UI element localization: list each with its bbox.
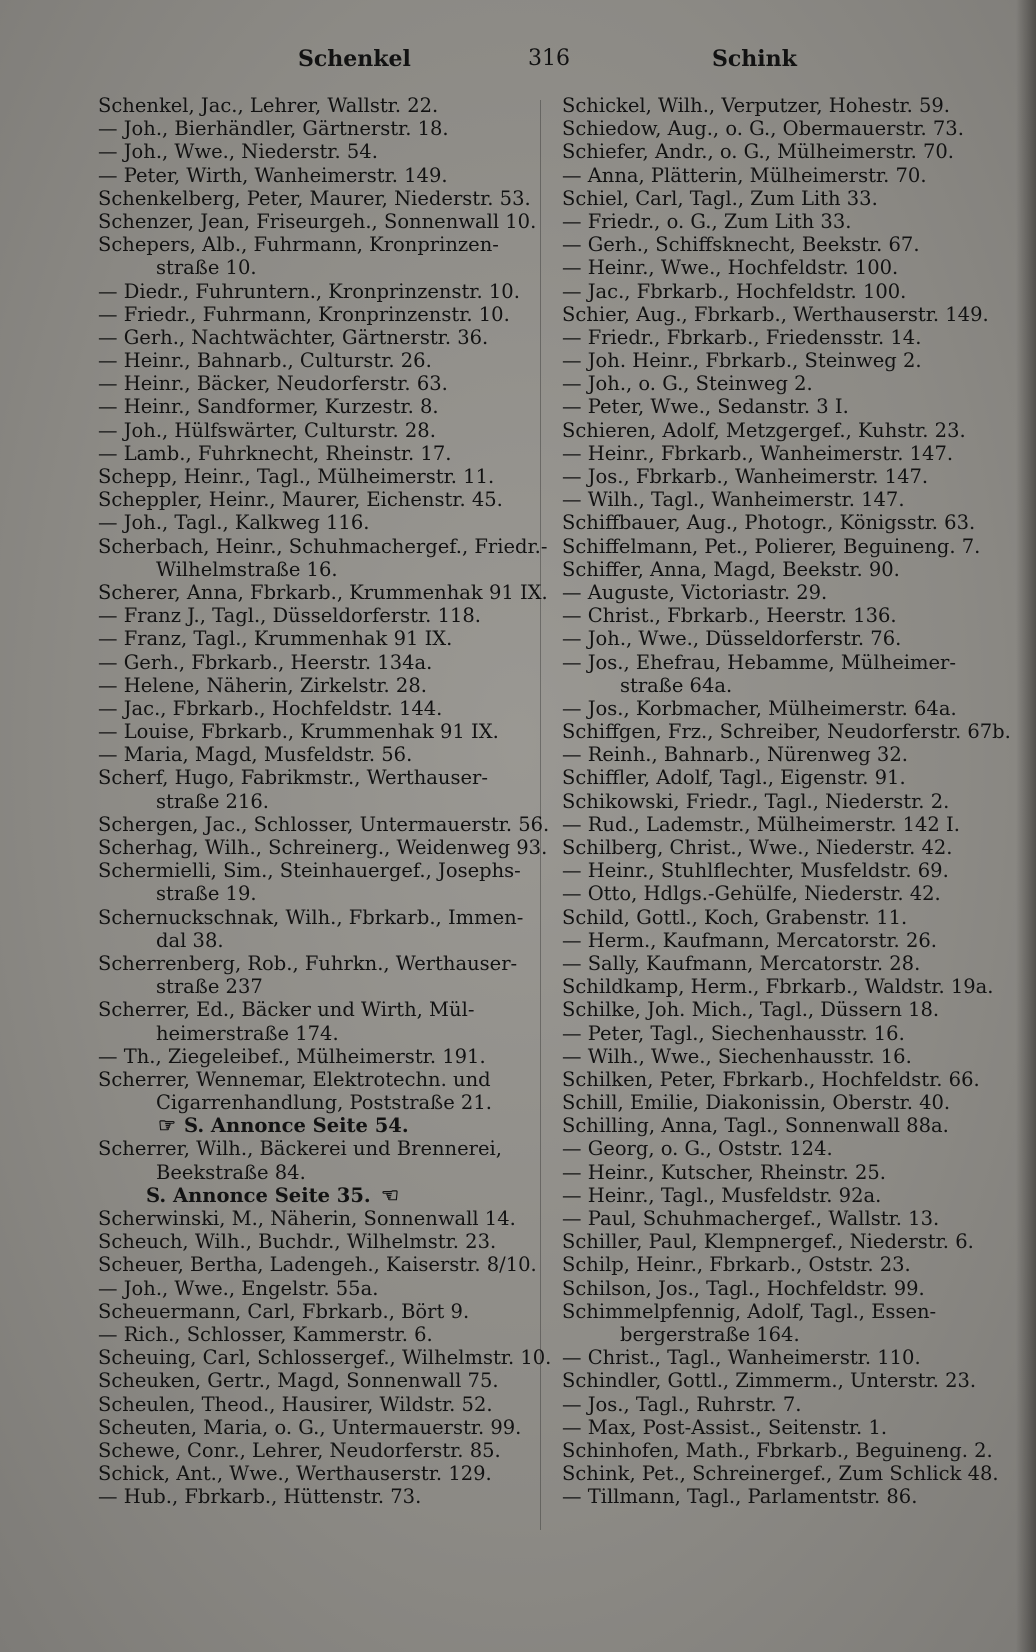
directory-entry: — Jos., Tagl., Ruhrstr. 7.	[562, 1392, 802, 1416]
directory-entry: — Max, Post-Assist., Seitenstr. 1.	[562, 1415, 888, 1439]
directory-entry: — Franz, Tagl., Krummenhak 91 IX.	[98, 627, 453, 651]
entry-continuation: bergerstraße 164.	[620, 1322, 800, 1346]
directory-entry: — Jac., Fbrkarb., Hochfeldstr. 144.	[98, 696, 443, 720]
directory-entry: Scheuermann, Carl, Fbrkarb., Bört 9.	[98, 1299, 470, 1323]
directory-entry: Schenkelberg, Peter, Maurer, Niederstr. 53.	[98, 186, 531, 210]
entry-continuation: heimerstraße 174.	[156, 1021, 339, 1045]
directory-entry: Scherrenberg, Rob., Fuhrkn., Werthauser-	[98, 951, 518, 975]
directory-entry: — Gerh., Schiffsknecht, Beekstr. 67.	[562, 233, 920, 257]
directory-entry: Schiffelmann, Pet., Polierer, Beguineng. 7.	[562, 534, 981, 558]
directory-entry: — Christ., Fbrkarb., Heerstr. 136.	[562, 604, 897, 628]
directory-entry: — Joh., Bierhändler, Gärtnerstr. 18.	[98, 117, 449, 141]
directory-entry: — Georg, o. G., Oststr. 124.	[562, 1137, 833, 1161]
directory-entry: — Heinr., Bahnarb., Culturstr. 26.	[98, 349, 432, 373]
directory-entry: Schenzer, Jean, Friseurgeh., Sonnenwall 10.	[98, 209, 537, 233]
directory-entry: — Heinr., Wwe., Hochfeldstr. 100.	[562, 256, 899, 280]
directory-entry: — Th., Ziegeleibef., Mülheimerstr. 191.	[98, 1044, 486, 1068]
entry-continuation: straße 237	[156, 975, 263, 999]
directory-entry: Schilling, Anna, Tagl., Sonnenwall 88a.	[562, 1114, 949, 1138]
entry-continuation: dal 38.	[156, 928, 224, 952]
directory-entry: — Louise, Fbrkarb., Krummenhak 91 IX.	[98, 720, 499, 744]
directory-entry: — Anna, Plätterin, Mülheimerstr. 70.	[562, 163, 927, 187]
directory-entry: — Joh., o. G., Steinweg 2.	[562, 372, 813, 396]
directory-entry: Schimmelpfennig, Adolf, Tagl., Essen-	[562, 1299, 937, 1323]
directory-entry: — Auguste, Victoriastr. 29.	[562, 580, 828, 604]
directory-entry: Schiedow, Aug., o. G., Obermauerstr. 73.	[562, 117, 964, 141]
directory-entry: — Joh., Wwe., Engelstr. 55a.	[98, 1276, 379, 1300]
directory-entry: Schick, Ant., Wwe., Werthauserstr. 129.	[98, 1462, 492, 1486]
directory-entry: Schikowski, Friedr., Tagl., Niederstr. 2.	[562, 789, 950, 813]
directory-entry: Schergen, Jac., Schlosser, Untermauerstr. 56.	[98, 812, 550, 836]
pointing-hand-icon: ☞	[380, 1182, 399, 1207]
directory-entry: Schepp, Heinr., Tagl., Mülheimerstr. 11.	[98, 465, 495, 488]
directory-entry: — Wilh., Wwe., Siechenhausstr. 16.	[562, 1044, 912, 1068]
directory-entry: Schindler, Gottl., Zimmerm., Unterstr. 23.	[562, 1369, 977, 1393]
entry-continuation: Beekstraße 84.	[156, 1160, 306, 1184]
directory-entry: — Jos., Fbrkarb., Wanheimerstr. 147.	[562, 465, 929, 488]
directory-entry: — Hub., Fbrkarb., Hüttenstr. 73.	[98, 1485, 422, 1509]
directory-entry: Scheuten, Maria, o. G., Untermauerstr. 99.	[98, 1415, 522, 1439]
directory-entry: Scherrer, Ed., Bäcker und Wirth, Mül-	[98, 998, 475, 1022]
directory-entry: Schiffbauer, Aug., Photogr., Königsstr. 63.	[562, 511, 976, 535]
directory-entry: — Jos., Ehefrau, Hebamme, Mülheimer-	[562, 650, 956, 674]
directory-entry: — Heinr., Tagl., Musfeldstr. 92a.	[562, 1183, 882, 1207]
directory-entry: Schiel, Carl, Tagl., Zum Lith 33.	[562, 186, 878, 210]
directory-entry: — Peter, Tagl., Siechenhausstr. 16.	[562, 1021, 905, 1045]
directory-entry: Schiffer, Anna, Magd, Beekstr. 90.	[562, 557, 900, 581]
directory-entry: — Herm., Kaufmann, Mercatorstr. 26.	[562, 928, 937, 952]
directory-entry: Schill, Emilie, Diakonissin, Oberstr. 40.	[562, 1091, 951, 1115]
directory-entry: Schiller, Paul, Klempnergef., Niederstr. 6.	[562, 1230, 974, 1254]
directory-entry: Scherbach, Heinr., Schuhmachergef., Friedr.-	[98, 534, 548, 558]
right-column	[562, 94, 1011, 1509]
annonce-text: S. Annonce Seite 54.	[183, 1114, 409, 1138]
directory-entry: Scheuer, Bertha, Ladengeh., Kaiserstr. 8/10.	[98, 1253, 537, 1277]
directory-entry: Schilberg, Christ., Wwe., Niederstr. 42.	[562, 836, 953, 859]
directory-entry: — Heinr., Stuhlflechter, Musfeldstr. 69.	[562, 859, 949, 883]
directory-entry: Schepers, Alb., Fuhrmann, Kronprinzen-	[98, 233, 499, 257]
directory-entry: Schilson, Jos., Tagl., Hochfeldstr. 99.	[562, 1276, 925, 1300]
page-header	[0, 46, 1036, 80]
directory-entry: Schink, Pet., Schreinergef., Zum Schlick 48.	[562, 1462, 999, 1486]
directory-entry: Schieren, Adolf, Metzgergef., Kuhstr. 23.	[562, 418, 966, 442]
directory-entry: Scheuch, Wilh., Buchdr., Wilhelmstr. 23.	[98, 1230, 497, 1254]
directory-entry: Schinhofen, Math., Fbrkarb., Beguineng. 2.	[562, 1438, 993, 1462]
directory-entry: — Rich., Schlosser, Kammerstr. 6.	[98, 1322, 433, 1346]
directory-entry: — Lamb., Fuhrknecht, Rheinstr. 17.	[98, 441, 452, 465]
directory-entry: — Wilh., Tagl., Wanheimerstr. 147.	[562, 488, 905, 512]
entry-continuation: straße 216.	[156, 789, 269, 813]
directory-entry: Scherf, Hugo, Fabrikmstr., Werthauser-	[98, 766, 488, 790]
directory-entry: Scheuken, Gertr., Magd, Sonnenwall 75.	[98, 1369, 499, 1393]
directory-entry: — Gerh., Nachtwächter, Gärtnerstr. 36.	[98, 325, 489, 349]
directory-entry: Schickel, Wilh., Verputzer, Hohestr. 59.	[562, 94, 951, 117]
directory-entry: Scherer, Anna, Fbrkarb., Krummenhak 91 IX.	[98, 580, 548, 604]
directory-entry: Scherrer, Wilh., Bäckerei und Brennerei,	[98, 1137, 502, 1161]
directory-entry: Schildkamp, Herm., Fbrkarb., Waldstr. 19a.	[562, 975, 994, 999]
directory-entry: — Diedr., Fuhruntern., Kronprinzenstr. 10.	[98, 279, 520, 303]
page-number: 316	[528, 46, 570, 71]
directory-entry: Schenkel, Jac., Lehrer, Wallstr. 22.	[98, 94, 439, 117]
directory-entry: — Peter, Wirth, Wanheimerstr. 149.	[98, 163, 448, 187]
directory-entry: — Gerh., Fbrkarb., Heerstr. 134a.	[98, 650, 433, 674]
directory-entry: Schier, Aug., Fbrkarb., Werthauserstr. 149.	[562, 302, 989, 326]
directory-entry: — Jos., Korbmacher, Mülheimerstr. 64a.	[562, 696, 957, 720]
entry-continuation: Cigarrenhandlung, Poststraße 21.	[156, 1091, 492, 1115]
annonce-reference	[98, 1184, 528, 1207]
annonce-text: S. Annonce Seite 35.	[146, 1183, 371, 1207]
directory-entry: — Sally, Kaufmann, Mercatorstr. 28.	[562, 951, 921, 975]
directory-entry: — Helene, Näherin, Zirkelstr. 28.	[98, 673, 427, 697]
directory-entry: — Heinr., Bäcker, Neudorferstr. 63.	[98, 372, 448, 396]
directory-entry: — Heinr., Sandformer, Kurzestr. 8.	[98, 395, 439, 419]
directory-entry: Scheppler, Heinr., Maurer, Eichenstr. 45.	[98, 488, 503, 512]
directory-entry: — Joh., Hülfswärter, Culturstr. 28.	[98, 418, 436, 442]
pointing-hand-icon: ☞	[158, 1113, 176, 1138]
directory-entry: Schiffgen, Frz., Schreiber, Neudorferstr. 67b.	[562, 720, 1011, 744]
directory-entry: Scherrer, Wennemar, Elektrotechn. und	[98, 1067, 491, 1091]
directory-entry: Schermielli, Sim., Steinhauergef., Josephs-	[98, 859, 521, 883]
entry-continuation: straße 10.	[156, 256, 257, 280]
directory-entry: Schiefer, Andr., o. G., Mülheimerstr. 70.	[562, 140, 954, 164]
entry-continuation: straße 19.	[156, 882, 257, 906]
directory-entry: — Jac., Fbrkarb., Hochfeldstr. 100.	[562, 279, 907, 303]
left-column	[98, 94, 552, 1509]
entry-continuation: Wilhelmstraße 16.	[156, 557, 338, 581]
page-edge-shadow	[1016, 0, 1036, 1652]
directory-entry: Schilke, Joh. Mich., Tagl., Düssern 18.	[562, 998, 940, 1022]
entry-continuation: straße 64a.	[620, 673, 733, 697]
directory-entry: — Joh., Wwe., Düsseldorferstr. 76.	[562, 627, 902, 651]
directory-entry: — Heinr., Kutscher, Rheinstr. 25.	[562, 1160, 886, 1184]
directory-entry: — Otto, Hdlgs.-Gehülfe, Niederstr. 42.	[562, 882, 941, 906]
directory-entry: — Joh. Heinr., Fbrkarb., Steinweg 2.	[562, 349, 922, 373]
directory-entry: Schilken, Peter, Fbrkarb., Hochfeldstr. 66.	[562, 1067, 980, 1091]
directory-entry: Schild, Gottl., Koch, Grabenstr. 11.	[562, 905, 908, 929]
directory-entry: Schilp, Heinr., Fbrkarb., Oststr. 23.	[562, 1253, 911, 1277]
directory-entry: — Tillmann, Tagl., Parlamentstr. 86.	[562, 1485, 918, 1509]
directory-entry: Scheulen, Theod., Hausirer, Wildstr. 52.	[98, 1392, 493, 1416]
directory-entry: — Joh., Wwe., Niederstr. 54.	[98, 140, 378, 164]
directory-entry: Scherhag, Wilh., Schreinerg., Weidenweg 93.	[98, 836, 548, 859]
directory-entry: — Friedr., Fbrkarb., Friedensstr. 14.	[562, 325, 922, 349]
header-left-keyword: Schenkel	[298, 46, 411, 72]
directory-entry: — Maria, Magd, Musfeldstr. 56.	[98, 743, 413, 767]
directory-entry: — Friedr., Fuhrmann, Kronprinzenstr. 10.	[98, 302, 510, 326]
directory-entry: — Heinr., Fbrkarb., Wanheimerstr. 147.	[562, 441, 954, 465]
directory-entry: — Friedr., o. G., Zum Lith 33.	[562, 209, 852, 233]
directory-entry: Schernuckschnak, Wilh., Fbrkarb., Immen-	[98, 905, 524, 929]
directory-entry: — Joh., Tagl., Kalkweg 116.	[98, 511, 370, 535]
directory-entry: — Peter, Wwe., Sedanstr. 3 I.	[562, 395, 849, 419]
header-right-keyword: Schink	[712, 46, 797, 72]
directory-entry: — Reinh., Bahnarb., Nürenweg 32.	[562, 743, 908, 767]
directory-entry: — Rud., Lademstr., Mülheimerstr. 142 I.	[562, 812, 960, 836]
directory-entry: — Christ., Tagl., Wanheimerstr. 110.	[562, 1346, 921, 1370]
directory-entry: Scherwinski, M., Näherin, Sonnenwall 14.	[98, 1207, 516, 1230]
directory-entry: — Franz J., Tagl., Düsseldorferstr. 118.	[98, 604, 481, 628]
directory-entry: — Paul, Schuhmachergef., Wallstr. 13.	[562, 1207, 940, 1230]
directory-entry: Scheuing, Carl, Schlossergef., Wilhelmstr. 10.	[98, 1346, 552, 1370]
directory-entry: Schewe, Conr., Lehrer, Neudorferstr. 85.	[98, 1438, 501, 1462]
annonce-reference	[98, 1114, 528, 1137]
directory-entry: Schiffler, Adolf, Tagl., Eigenstr. 91.	[562, 766, 906, 790]
